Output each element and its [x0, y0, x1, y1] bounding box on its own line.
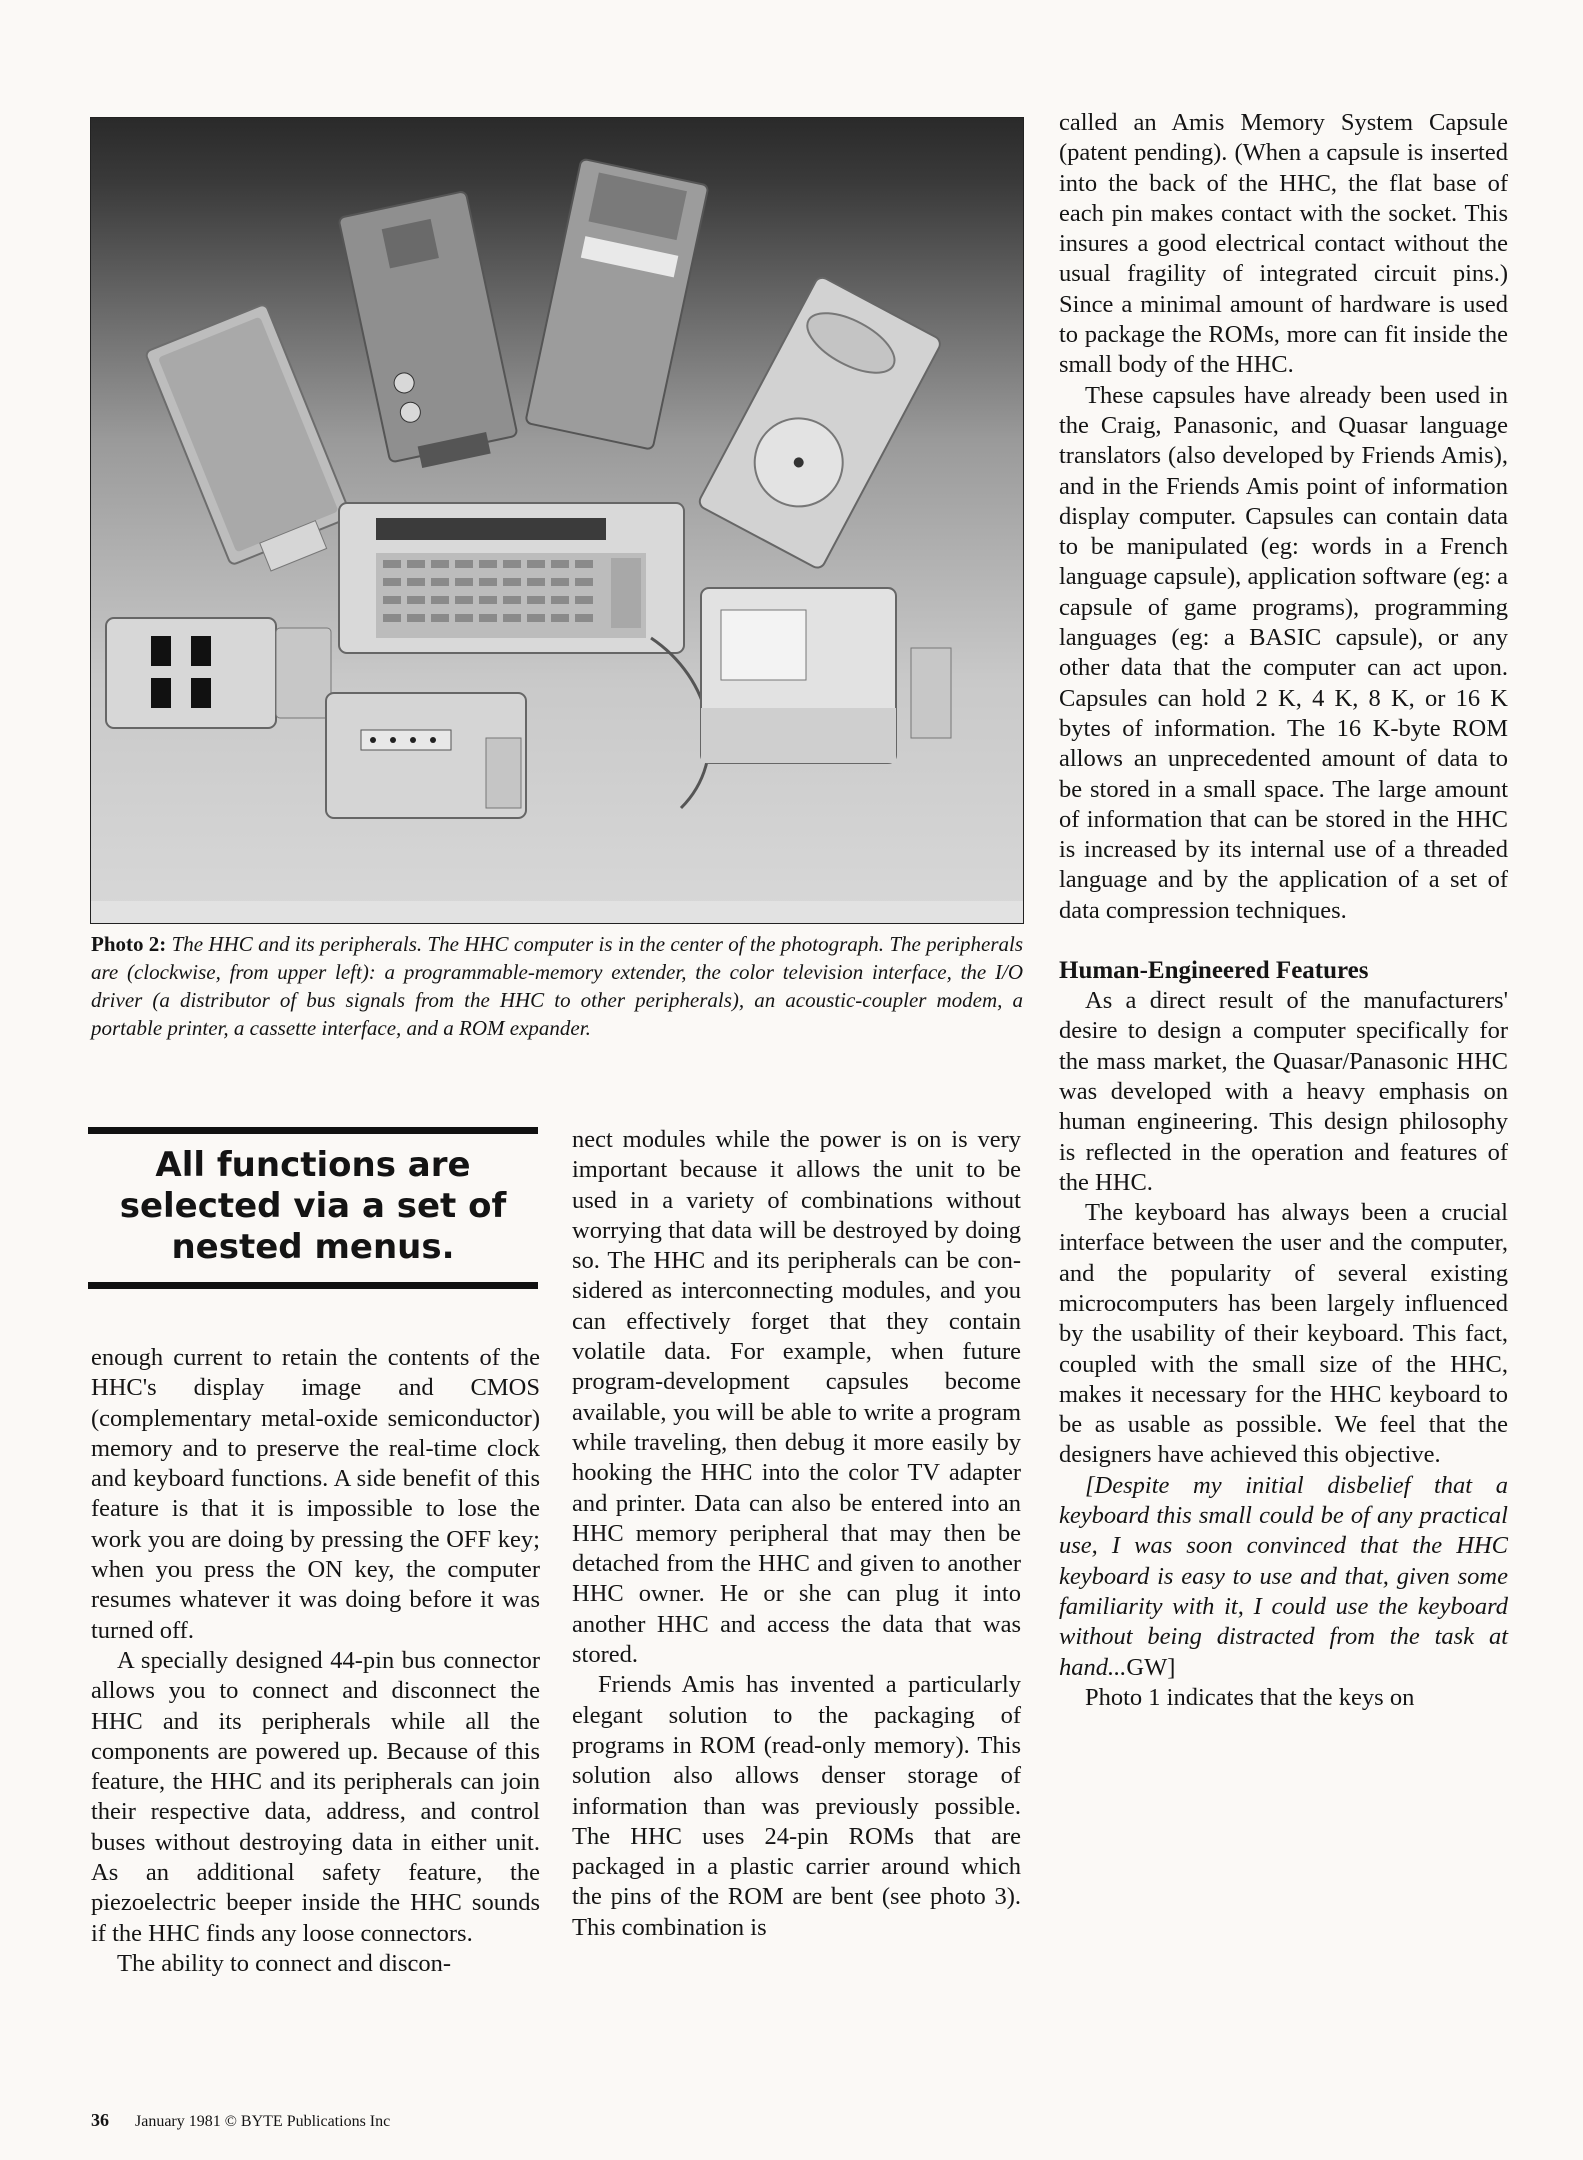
paragraph: The ability to connect and discon-: [117, 1949, 452, 1977]
editor-note: [1059, 1471, 1508, 1683]
rom-expander-device: [106, 618, 331, 728]
article-column-3: [1059, 108, 1508, 1713]
color-tv-interface-device: [338, 191, 520, 474]
paragraph: These capsules have already been used in the Craig, Panasonic, and Quasar language translators (also developed by Friends Amis), and in the Friends Amis point of information display computer. Capsules can contain data to be manipulated (eg: words in a French language capsule), application software (eg: a capsule of game programs), programming languages (eg: a BASIC capsule), or any other data that the computer can act upon. Capsules can hold 2 K, 4 K, 8 K, or 16 K bytes of information. The 16 K-byte ROM allows an unprecedented amount of data to be stored in a small space. The large amount of information that can be stored in the HHC is increased by its internal use of a threaded language and by the application of a set of data compression techniques.: [1059, 381, 1508, 924]
paragraph: As a direct result of the manufacturers' desire to design a computer specifically for the mass market, the Quasar/Panasonic HHC was developed with a heavy emphasis on human engineering. This design philosophy is reflected in the operation and features of the HHC.: [1059, 987, 1508, 1196]
article-column-2: [572, 1125, 1021, 1943]
pull-quote-text: All functions are selected via a set of nested menus.: [119, 1145, 507, 1267]
paragraph: Photo 1 indicates that the keys on: [1085, 1683, 1415, 1711]
paragraph: enough current to retain the contents of the HHC's display image and CMOS (complementary metal-oxide semiconductor) memory and to preserve the real-time clock and keyboard functions. A side benefit of this feature is that it is impossible to lose the work you are doing by pressing the OFF key; when you press the ON key, the computer resumes whatever it was doing before it was turned off.: [91, 1344, 540, 1644]
paragraph: called an Amis Memory System Capsule (patent pending). (When a capsule is inserted into the back of the HHC, the flat base of each pin makes contact with the socket. This insures a good electrical contact without the usual fragility of integrated circuit pins.) Since a minimal amount of hardware is used to package the ROMs, more can fit inside the small body of the HHC.: [1059, 109, 1508, 379]
section-heading: Human-Engineered Features: [1059, 957, 1369, 985]
cassette-interface-device: [326, 693, 526, 818]
photo-illustration: [91, 118, 1023, 923]
photo-hhc-peripherals: [90, 117, 1024, 924]
paragraph: The keyboard has always been a crucial interface between the user and the computer, and the popularity of several existing microcomputers has been largely influenced by the usability of their keyboard. This fact, coupled with the small size of the HHC, makes it necessary for the HHC keyboard to be as usable as possible. We feel that the designers have achieved this objective.: [1059, 1199, 1508, 1469]
editor-initials: GW]: [1126, 1653, 1176, 1681]
editor-note-text: [Despite my initial disbelief that a keyboard this small could be of any practical use, I was soon convinced that the HHC keyboard is easy to use and that, given some familiarity with it, I could use the keyboard without being distracted from the task at hand...: [1059, 1471, 1508, 1681]
paragraph: nect modules while the power is on is very important because it allows the unit to be used in a variety of combinations without worrying that data will be destroyed by doing so. The HHC and its peripherals can be considered as interconnecting modules, and you can effectively forget that they contain volatile data. For example, when future program-development capsules become available, you will be able to write a program while traveling, then debug it more easily by hooking the HHC into the color TV adapter and printer. Data can also be entered into an HHC memory peripheral that may then be detached from the HHC and given to another HHC owner. He or she can plug it into another HHC and access the data that was stored.: [572, 1126, 1021, 1669]
pull-quote-top-rule: [88, 1127, 538, 1134]
io-driver-device: [525, 159, 708, 450]
memory-extender-device: [145, 304, 359, 584]
caption-label: Photo 2:: [91, 932, 167, 956]
photo-caption: [91, 930, 1023, 1042]
article-column-1: [91, 1343, 540, 1979]
acoustic-modem-device: [697, 275, 943, 570]
page-number: 36: [91, 2110, 109, 2130]
caption-text: The HHC and its peripherals. The HHC computer is in the center of the photograph. The peripherals are (clockwise, from upper left): a programmable-memory extender, the color television interface, the I/O driver (a distributor of bus signals from the HHC to other peripherals), an acoustic-coupler modem, a portable printer, a cassette interface, and a ROM expander.: [91, 932, 1024, 1040]
footer-credit: January 1981 © BYTE Publications Inc: [135, 2113, 391, 2130]
pull-quote-bottom-rule: [88, 1282, 538, 1289]
paragraph: Friends Amis has invented a particularly elegant solution to the packaging of programs in ROM (read-only memory). This solution also allows denser storage of information than was previously possible. The HHC uses 24-pin ROMs that are packaged in a plastic carrier around which the pins of the ROM are bent (see photo 3). This combination is: [572, 1671, 1021, 1941]
page-footer: [91, 2110, 390, 2132]
pull-quote: [88, 1127, 538, 1289]
paragraph: A specially designed 44-pin bus connector allows you to connect and disconnect the HHC and its peripherals while all the components are powered up. Because of this feature, the HHC and its peripherals can join their respective data, address, and control buses without destroying data in either unit. As an additional safety feature, the piezoelectric beeper inside the HHC sounds if the HHC finds any loose connectors.: [91, 1646, 540, 1947]
portable-printer-device: [701, 588, 951, 763]
